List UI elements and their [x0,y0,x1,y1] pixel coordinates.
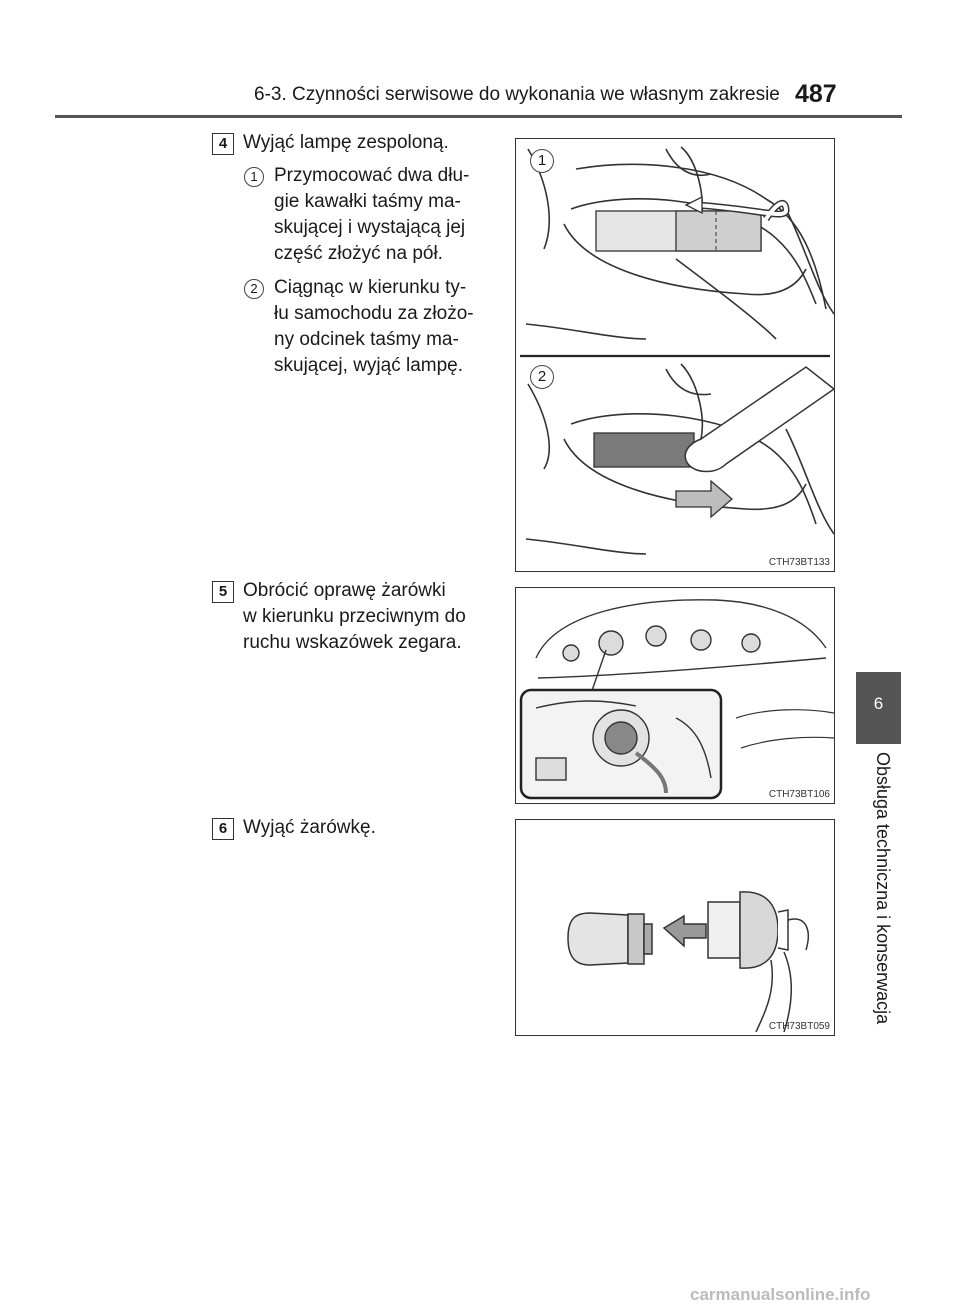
figure-marker-1: 1 [530,149,554,173]
figure-bulb-socket [515,587,835,804]
text-line: ny odcinek taśmy ma- [274,329,459,350]
figure-code: CTH73BT133 [768,557,830,568]
header-title: 6-3. Czynności serwisowe do wykonania we własnym zakresie [254,84,780,105]
chapter-tab [856,672,901,744]
bulb-socket-illustration [516,588,834,803]
text-line: Ciągnąc w kierunku ty- [274,277,467,298]
text-line: w kierunku przeciwnym do [243,606,466,627]
text-line: Obrócić oprawę żarówki [243,580,446,601]
text-line: gie kawałki taśmy ma- [274,191,461,212]
substep-number-1: 1 [244,167,264,187]
watermark: carmanualsonline.info [690,1285,871,1304]
substep-number-2: 2 [244,279,264,299]
step-number-5: 5 [212,581,234,603]
chapter-label [863,752,893,1052]
step-5-text [243,578,492,656]
substep-1-text [274,163,492,267]
lamp-removal-illustration [516,139,834,571]
step-number-6: 6 [212,818,234,840]
figure-code: CTH73BT106 [768,789,830,800]
text-line: część złożyć na pół. [274,243,443,264]
figure-marker-2: 2 [530,365,554,389]
header-rule [55,115,902,118]
chapter-number: 6 [873,694,884,713]
figure-bulb-removal [515,819,835,1036]
text-line: skującej i wystającą jej [274,217,466,238]
chapter-title: Obsługa techniczna i konserwacja [873,752,893,1025]
text-line: łu samochodu za złożo- [274,303,474,324]
text-line: skującej, wyjąć lampę. [274,355,464,376]
text-line: ruchu wskazówek zegara. [243,632,462,653]
step-6-text: Wyjąć żarówkę. [243,817,376,838]
substep-2-text [274,275,492,379]
bulb-removal-illustration [516,820,834,1035]
figure-code: CTH73BT059 [768,1021,830,1032]
text-line: Przymocować dwa dłu- [274,165,470,186]
page-number: 487 [795,80,837,108]
step-4-text: Wyjąć lampę zespoloną. [243,132,449,153]
figure-lamp-removal [515,138,835,572]
step-number-4: 4 [212,133,234,155]
